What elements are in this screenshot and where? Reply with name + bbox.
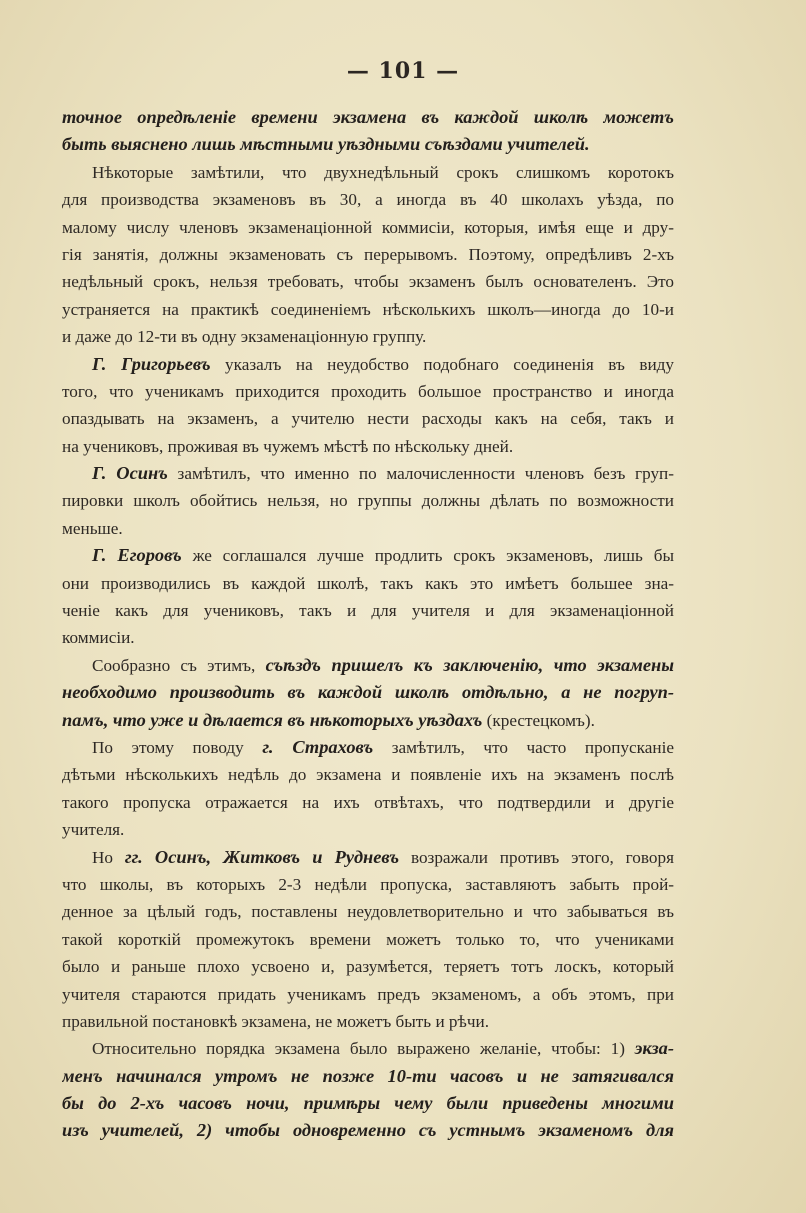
text-run: (крестецкомъ). xyxy=(482,710,595,730)
text-run: замѣтилъ, что именно по малочисленности членовъ безъ груп- xyxy=(167,464,674,484)
text-line xyxy=(62,515,674,542)
italic-text: Г. Егоровъ xyxy=(92,545,182,566)
text-line xyxy=(62,1008,674,1035)
text-line xyxy=(62,405,674,432)
text-run: По этому поводу xyxy=(92,737,263,757)
text-line xyxy=(62,542,674,569)
text-line xyxy=(62,898,674,925)
text-run: недѣльный срокъ, нельзя требовать, чтобы экзаменъ былъ основателенъ. Это xyxy=(62,272,674,292)
italic-text: съѣздъ пришелъ къ заключенію, что экзамены xyxy=(265,654,674,675)
text-run: было и раньше плохо усвоено и, разумѣется, теряетъ тотъ лоскъ, который xyxy=(62,957,674,977)
text-run: на учениковъ, проживая въ чужемъ мѣстѣ по нѣскольку дней. xyxy=(62,436,514,456)
text-line xyxy=(62,1090,674,1117)
italic-text: менъ начинался утромъ не позже 10-ти часовъ и не затягивался xyxy=(62,1065,674,1086)
text-run: меньше. xyxy=(62,518,123,538)
text-run: и даже до 12-ти въ одну экзаменаціонную группу. xyxy=(62,327,427,347)
text-line xyxy=(62,131,674,158)
text-run: малому числу членовъ экзаменаціонной коммисіи, которыя, имѣя еще и дру- xyxy=(62,217,674,237)
text-line xyxy=(62,378,674,405)
text-line xyxy=(62,789,674,816)
text-line xyxy=(62,351,674,378)
italic-text: гг. Осинъ, Житковъ и Рудневъ xyxy=(124,846,400,867)
italic-text: изъ учителей, 2) чтобы одновременно съ устнымъ экзаменомъ для xyxy=(62,1120,674,1141)
text-run: учителя стараются придать ученикамъ предъ экзаменомъ, а объ этомъ, при xyxy=(62,984,674,1004)
text-line xyxy=(62,597,674,624)
text-run: замѣтилъ, что часто пропусканіе xyxy=(373,737,674,757)
text-run: опаздывать на экзаменъ, а учителю нести расходы какъ на себя, такъ и xyxy=(62,409,674,429)
text-line xyxy=(62,679,674,706)
text-run: ченіе какъ для учениковъ, такъ и для учителя и для экзаменаціонной xyxy=(62,601,674,621)
text-line xyxy=(62,159,674,186)
body-text xyxy=(62,104,674,1145)
text-line xyxy=(62,104,674,131)
text-line xyxy=(62,761,674,788)
text-line xyxy=(62,268,674,295)
text-run: коммисіи. xyxy=(62,628,135,648)
text-line xyxy=(62,487,674,514)
text-run: же соглашался лучше продлить срокъ экзаменовъ, лишь бы xyxy=(181,546,674,566)
text-run: устраняется на практикѣ соединеніемъ нѣсколькихъ школъ—иногда до 10-и xyxy=(62,299,674,319)
text-run: гія занятія, должны экзаменовать съ перерывомъ. Поэтому, опредѣливъ 2-хъ xyxy=(62,244,674,264)
text-run: Относительно порядка экзамена было выражено желаніе, чтобы: 1) xyxy=(92,1039,635,1059)
text-line xyxy=(62,460,674,487)
text-line xyxy=(62,214,674,241)
text-run: такой короткій промежутокъ времени можетъ только то, что учениками xyxy=(62,929,674,949)
text-run: правильной постановкѣ экзамена, не можетъ быть и рѣчи. xyxy=(62,1011,490,1031)
italic-text: бы до 2-хъ часовъ ночи, примѣры чему были приведены многими xyxy=(62,1093,674,1114)
text-run: возражали противъ этого, говоря xyxy=(399,847,674,867)
text-line xyxy=(62,296,674,323)
text-run: такого пропуска отражается на ихъ отвѣтахъ, что подтвердили и другіе xyxy=(62,792,674,812)
italic-text: быть выяснено лишь мѣстными уѣздными съѣздами учителей. xyxy=(62,134,590,155)
text-line xyxy=(62,981,674,1008)
text-run: учителя. xyxy=(62,820,125,840)
text-line xyxy=(62,953,674,980)
text-line xyxy=(62,816,674,843)
italic-text: Г. Осинъ xyxy=(92,463,168,484)
text-run: пировки школъ обойтись нельзя, но группы должны дѣлать по возможности xyxy=(62,491,674,511)
text-line xyxy=(62,241,674,268)
text-line xyxy=(62,433,674,460)
text-line xyxy=(62,734,674,761)
text-line xyxy=(62,624,674,651)
italic-text: памъ, что уже и дѣлается въ нѣкоторыхъ уѣздахъ xyxy=(62,709,483,730)
text-line xyxy=(62,871,674,898)
page-number: — 101 — xyxy=(346,58,460,84)
italic-text: Г. Григорьевъ xyxy=(92,353,211,374)
text-line xyxy=(62,1117,674,1144)
text-run: Нѣкоторые замѣтили, что двухнедѣльный срокъ слишкомъ коротокъ xyxy=(92,162,674,182)
italic-text: экза- xyxy=(634,1038,674,1059)
text-line xyxy=(62,186,674,213)
italic-text: точное опредѣленіе времени экзамена въ каждой школѣ можетъ xyxy=(62,107,674,127)
text-run: дѣтьми нѣсколькихъ недѣль до экзамена и появленіе ихъ на экзаменъ послѣ xyxy=(62,765,674,785)
text-line xyxy=(62,652,674,679)
text-run: Сообразно съ этимъ, xyxy=(92,655,266,675)
italic-text: г. Страховъ xyxy=(262,736,374,757)
text-line xyxy=(62,1035,674,1062)
text-run: указалъ на неудобство подобнаго соединенія въ виду xyxy=(210,354,674,374)
text-run: они производились въ каждой школѣ, такъ какъ это имѣетъ большее зна- xyxy=(62,573,674,593)
text-run: Но xyxy=(92,847,125,867)
text-run: денное за цѣлый годъ, поставлены неудовлетворительно и что забываться въ xyxy=(62,902,674,922)
text-run: того, что ученикамъ приходится проходить большое пространство и иногда xyxy=(62,381,674,401)
text-line xyxy=(62,570,674,597)
text-line xyxy=(62,323,674,350)
text-run: для производства экзаменовъ въ 30, а иногда въ 40 школахъ уѣзда, по xyxy=(62,190,674,210)
text-line xyxy=(62,707,674,734)
text-line xyxy=(62,926,674,953)
text-run: что школы, въ которыхъ 2-3 недѣли пропуска, заставляютъ забыть прой- xyxy=(62,874,674,894)
italic-text: необходимо производить въ каждой школѣ отдѣльно, а не погруп- xyxy=(62,682,674,703)
text-line xyxy=(62,1063,674,1090)
text-line xyxy=(62,844,674,871)
